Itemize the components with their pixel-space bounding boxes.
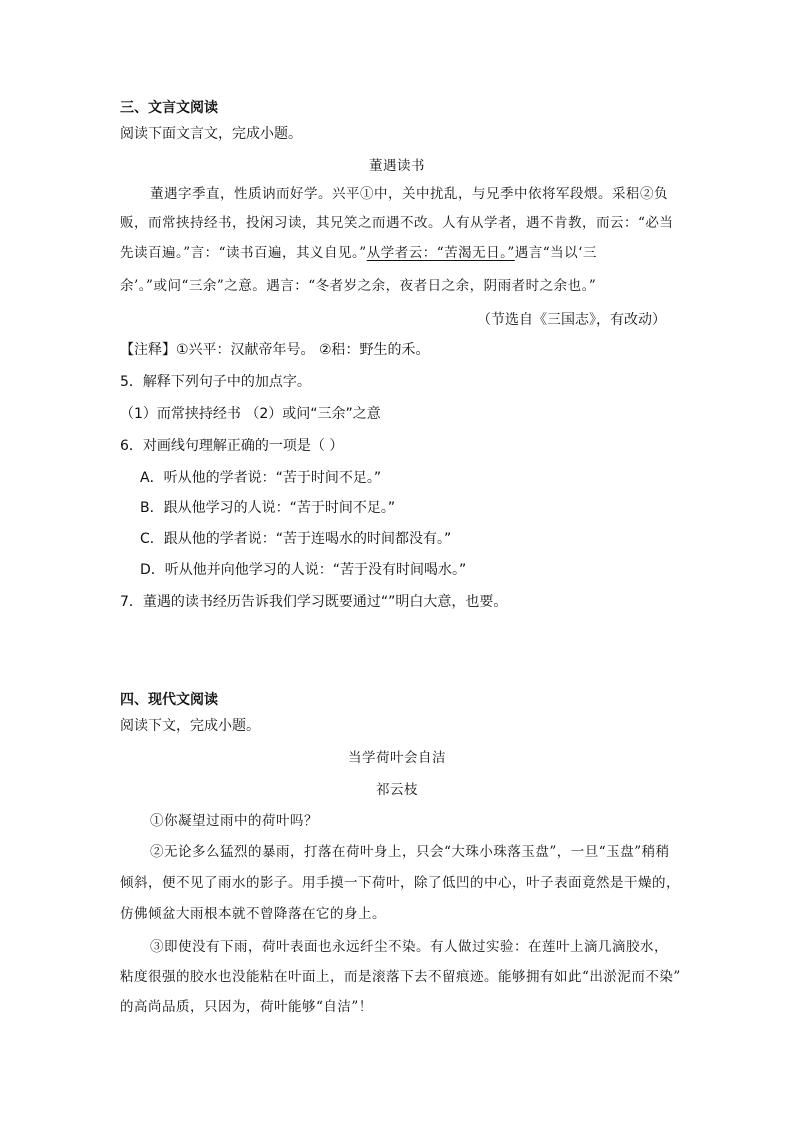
section4-line-6: 粘度很强的胶水也没能粘在叶面上，而是滚落下去不留痕迹。能够拥有如此“出淤泥而不染” [120,969,681,985]
underlined-sentence: 从学者云：“苦渴无日。” [366,245,515,261]
section4-instruction: 阅读下文，完成小题。 [120,718,260,734]
section3-notes: 【注释】①兴平：汉献帝年号。 ②稆：野生的禾。 [120,342,430,358]
section4-line-3: 倾斜，便不见了雨水的影子。用手摸一下荷叶，除了低凹的中心，叶子表面竟然是干燥的， [120,875,680,891]
section3-instruction: 阅读下面文言文，完成小题。 [120,126,302,142]
section3-line-3-text: 先读百遍。”言：“读书百遍，其义自见。” [120,245,367,261]
section4-para-1: ①你凝望过雨中的荷叶吗？ [150,813,318,829]
section3-line-3-tail: 遇言“当以‘三 [514,245,597,261]
question-5-items: （1）而常挟持经书 （2）或问“三余”之意 [120,406,381,422]
question-6-option-b: B．跟从他学习的人说：“苦于时间不足。” [140,500,396,516]
question-6-option-c: C．跟从他的学者说：“苦于连喝水的时间都没有。” [140,531,452,547]
section4-line-4: 仿佛倾盆大雨根本就不曾降落在它的身上。 [120,906,386,922]
question-7: 7．董遇的读书经历告诉我们学习既要通过“”明白大意，也要。 [120,594,508,610]
section3-line-3 [120,243,597,263]
question-5: 5．解释下列句子中的加点字。 [120,374,311,390]
section3-line-1: 董遇字季直，性质讷而好学。兴平①中，关中扰乱，与兄季中依将军段煨。采稆②负 [150,186,668,202]
question-6-option-d: D．听从他并向他学习的人说：“苦于没有时间喝水。” [140,562,467,578]
section4-line-2: ②无论多么猛烈的暴雨，打落在荷叶身上，只会“大珠小珠落玉盘”，一旦“玉盘”稍稍 [150,844,670,860]
section4-title: 当学荷叶会自洁 [348,750,446,766]
section3-heading: 三、文言文阅读 [120,100,218,116]
section3-line-2: 贩，而常挟持经书，投闲习读，其兄笑之而遇不改。人有从学者，遇不肯教，而云：“必当 [120,215,674,231]
section4-heading: 四、现代文阅读 [120,692,218,708]
section3-source: （节选自《三国志》，有改动） [477,312,666,328]
question-6: 6．对画线句理解正确的一项是（ ） [120,438,344,454]
section3-line-4: 余’。”或问“三余”之意。遇言：“冬者岁之余，夜者日之余，阴雨者时之余也。” [120,278,597,294]
section4-line-7: 的高尚品质，只因为，荷叶能够“自洁”！ [120,999,373,1015]
section4-author: 祁云枝 [376,782,418,798]
question-6-option-a: A．听从他的学者说：“苦于时间不足。” [140,470,382,486]
section3-title: 董遇读书 [369,158,425,174]
section4-line-5: ③即使没有下雨，荷叶表面也永远纤尘不染。有人做过实验：在莲叶上滴几滴胶水， [150,939,668,955]
